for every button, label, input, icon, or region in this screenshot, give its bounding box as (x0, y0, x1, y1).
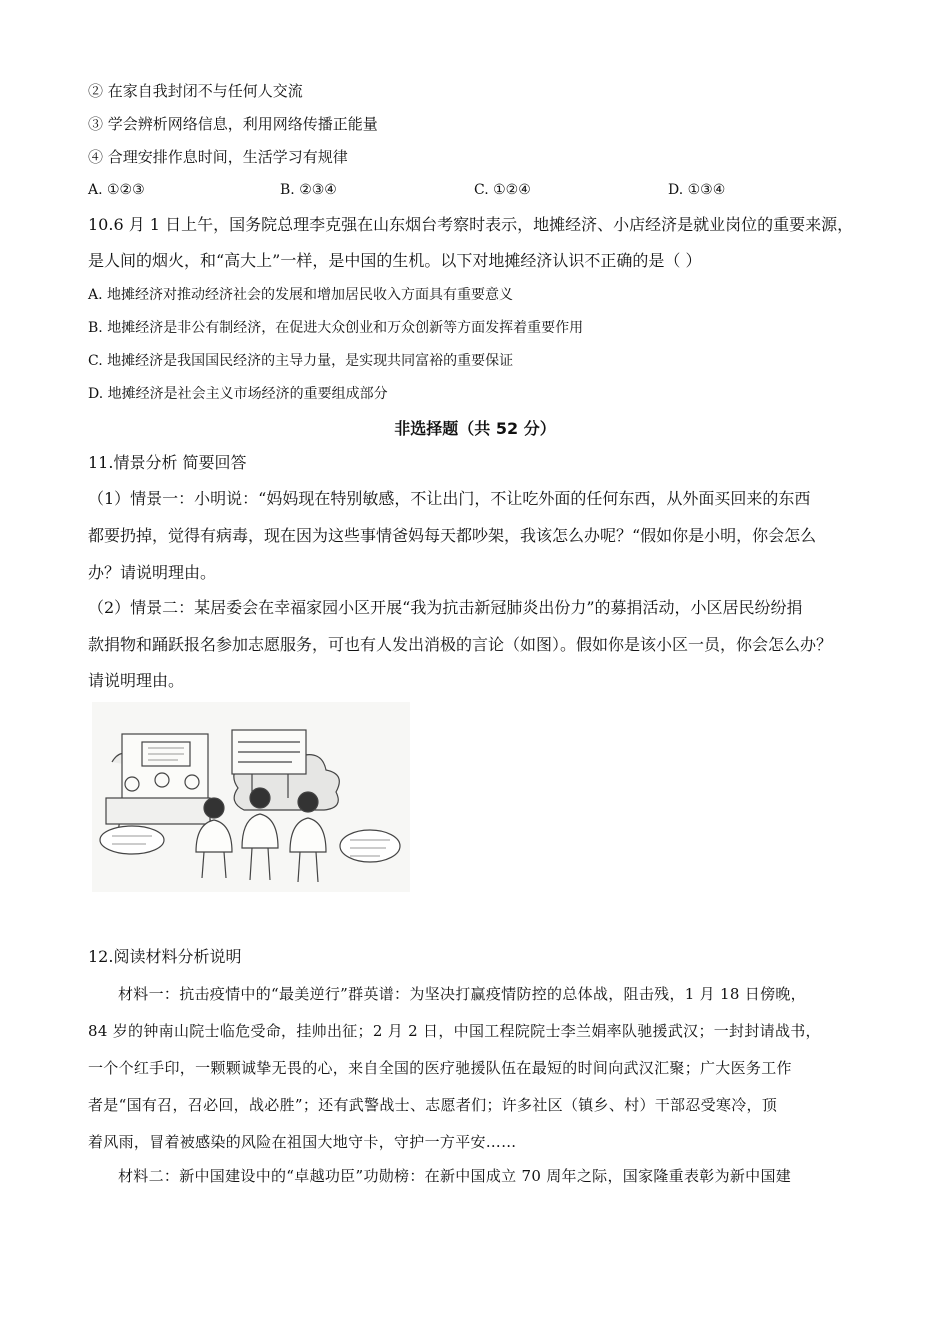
q11-scenario1-line1: （1）情景一：小明说：“妈妈现在特别敏感，不让出门，不让吃外面的任何东西，从外面买回来的东西 (88, 489, 811, 508)
q11-scenario2-line1: （2）情景二：某居委会在幸福家园小区开展“我为抗击新冠肺炎出份力”的募捐活动，小区居民纷纷捐 (88, 598, 803, 617)
q9-item-2: ② 在家自我封闭不与任何人交流 (88, 82, 303, 100)
q9-option-c[interactable]: C. ①②④ (474, 182, 531, 198)
q11-title: 11.情景分析 简要回答 (88, 453, 247, 472)
q12-material1-line4: 者是“国有召，召必回，战必胜”；还有武警战士、志愿者们；许多社区（镇乡、村）干部忍受寒冷，顶 (88, 1096, 778, 1114)
q11-scenario2-line2: 款捐物和踊跃报名参加志愿服务，可也有人发出消极的言论（如图）。假如你是该小区一员，你会怎么办？ (88, 635, 833, 654)
q11-scenario1-line3: 办？请说明理由。 (88, 563, 217, 582)
q12-material1-line1: 材料一：抗击疫情中的“最美逆行”群英谱：为坚决打赢疫情防控的总体战，阻击残，1 月 18 日傍晚， (118, 985, 806, 1003)
q10-stem-line2: 是人间的烟火，和“高大上”一样，是中国的生机。以下对地摊经济认识不正确的是（ ） (88, 251, 702, 270)
q12-material1-line2: 84 岁的钟南山院士临危受命，挂帅出征；2 月 2 日，中国工程院院士李兰娟率队驰援武汉；一封封请战书， (88, 1022, 821, 1040)
q11-scenario1-line2: 都要扔掉，觉得有病毒，现在因为这些事情爸妈每天都吵架，我该怎么办呢？“假如你是小明，你会怎么 (88, 526, 817, 545)
cartoon-illustration (92, 702, 410, 892)
q9-option-a[interactable]: A. ①②③ (88, 182, 145, 198)
q11-scenario2-line3: 请说明理由。 (88, 671, 185, 690)
q10-option-d[interactable]: D. 地摊经济是社会主义市场经济的重要组成部分 (88, 386, 388, 402)
section-heading: 非选择题（共 52 分） (394, 419, 556, 438)
q10-option-a[interactable]: A. 地摊经济对推动经济社会的发展和增加居民收入方面具有重要意义 (88, 287, 514, 303)
q9-option-d[interactable]: D. ①③④ (668, 182, 726, 198)
q9-option-b[interactable]: B. ②③④ (280, 182, 337, 198)
q10-option-b[interactable]: B. 地摊经济是非公有制经济，在促进大众创业和万众创新等方面发挥着重要作用 (88, 320, 584, 336)
q10-option-c[interactable]: C. 地摊经济是我国国民经济的主导力量，是实现共同富裕的重要保证 (88, 353, 514, 369)
q9-item-4: ④ 合理安排作息时间，生活学习有规律 (88, 148, 348, 166)
q9-item-3: ③ 学会辨析网络信息，利用网络传播正能量 (88, 115, 378, 133)
q12-title: 12.阅读材料分析说明 (88, 947, 242, 966)
q12-material1-line5: 着风雨，冒着被感染的风险在祖国大地守卡，守护一方平安…… (88, 1133, 517, 1151)
q10-stem-line1: 10.6 月 1 日上午，国务院总理李克强在山东烟台考察时表示，地摊经济、小店经济是就业岗位的重要来源， (88, 215, 854, 234)
q12-material2-line1: 材料二：新中国建设中的“卓越功臣”功勋榜：在新中国成立 70 周年之际，国家隆重表彰为新中国建 (118, 1167, 792, 1185)
q12-material1-line3: 一个个红手印，一颗颗诚挚无畏的心，来自全国的医疗驰援队伍在最短的时间向武汉汇聚；广大医务工作 (88, 1059, 792, 1077)
